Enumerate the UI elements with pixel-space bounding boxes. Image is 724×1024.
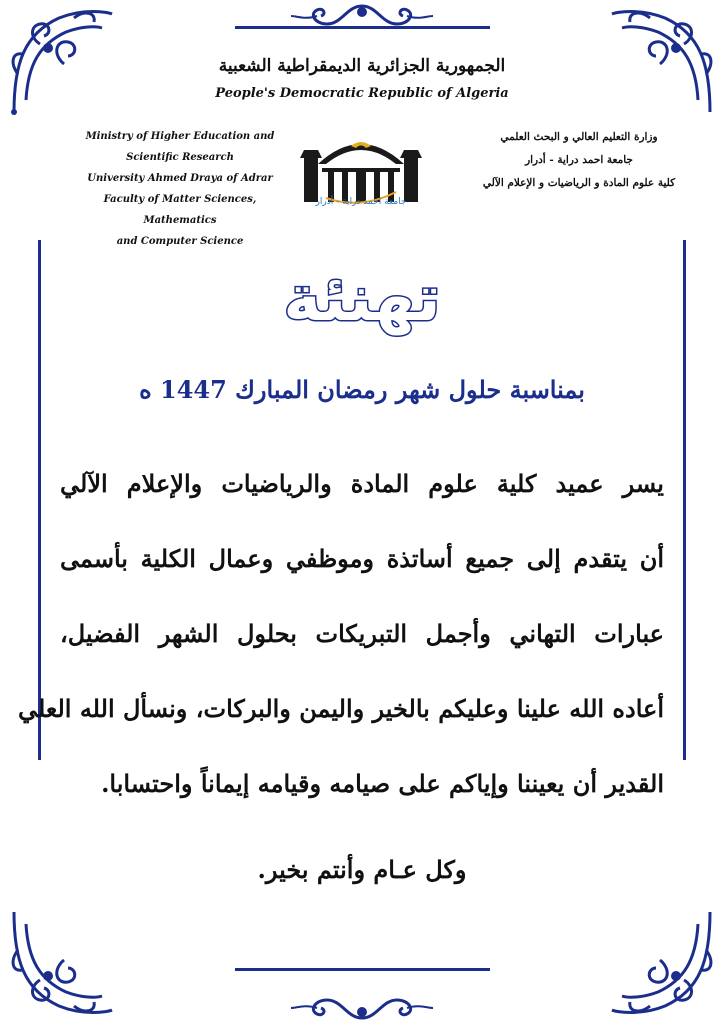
greeting-calligraphy [262, 248, 462, 338]
message-line-2: أن يتقدم إلى جميع أساتذة وموظفي وعمال الكلية بأسمى [60, 544, 664, 573]
institution-arabic-block [474, 126, 684, 195]
message-line-5: القدير أن يعيننا وإياكم على صيامه وقيامه إيماناً واحتسابا. [101, 769, 664, 798]
university-line: University Ahmed Draya of Adrar [87, 173, 273, 184]
faculty-line-1: Faculty of Matter Sciences, Mathematics [103, 194, 257, 226]
message-line-1: يسر عميد كلية علوم المادة والرياضيات والإعلام الآلي [60, 469, 664, 498]
faculty-line-2: and Computer Science [116, 236, 244, 247]
closing-wish: وكل عـام وأنتم بخير. [257, 855, 467, 884]
logo-caption: جامعة احمد دراية - أدرار [315, 197, 407, 207]
ministry-line-1: Ministry of Higher Education and [85, 131, 275, 142]
message-line-3: عبارات التهاني وأجمل التبريكات بحلول الشهر الفضيل، [60, 619, 664, 648]
ministry-line-2: Scientific Research [126, 152, 234, 163]
frame-rule-bottom [235, 968, 490, 971]
occasion-heading: بمناسبة حلول شهر رمضان المبارك 1447 ه [139, 375, 585, 404]
english-republic-title: People's Democratic Republic of Algeria [215, 86, 509, 101]
corner-ornament-bottom-right-icon [602, 902, 720, 1020]
institution-english-block [70, 126, 290, 252]
university-arabic-line: جامعة احمد دراية - أدرار [525, 154, 633, 166]
bottom-flourish-icon [287, 994, 437, 1022]
message-body [17, 455, 664, 830]
faculty-arabic-line: كلية علوم المادة و الرياضيات و الإعلام الآلي [482, 177, 676, 189]
university-gate-logo [296, 128, 426, 208]
frame-rule-right [683, 240, 686, 760]
corner-ornament-bottom-left-icon [4, 902, 122, 1020]
greeting-word: تهنئة [283, 262, 441, 336]
message-line-4: أعاده الله علينا وعليكم بالخير واليمن والبركات، ونسأل الله العلي [17, 694, 664, 723]
top-flourish-icon [287, 2, 437, 30]
ministry-arabic-line: وزارة التعليم العالي و البحث العلمي [500, 131, 658, 143]
arabic-republic-title: الجمهورية الجزائرية الديمقراطية الشعبية [218, 56, 506, 76]
